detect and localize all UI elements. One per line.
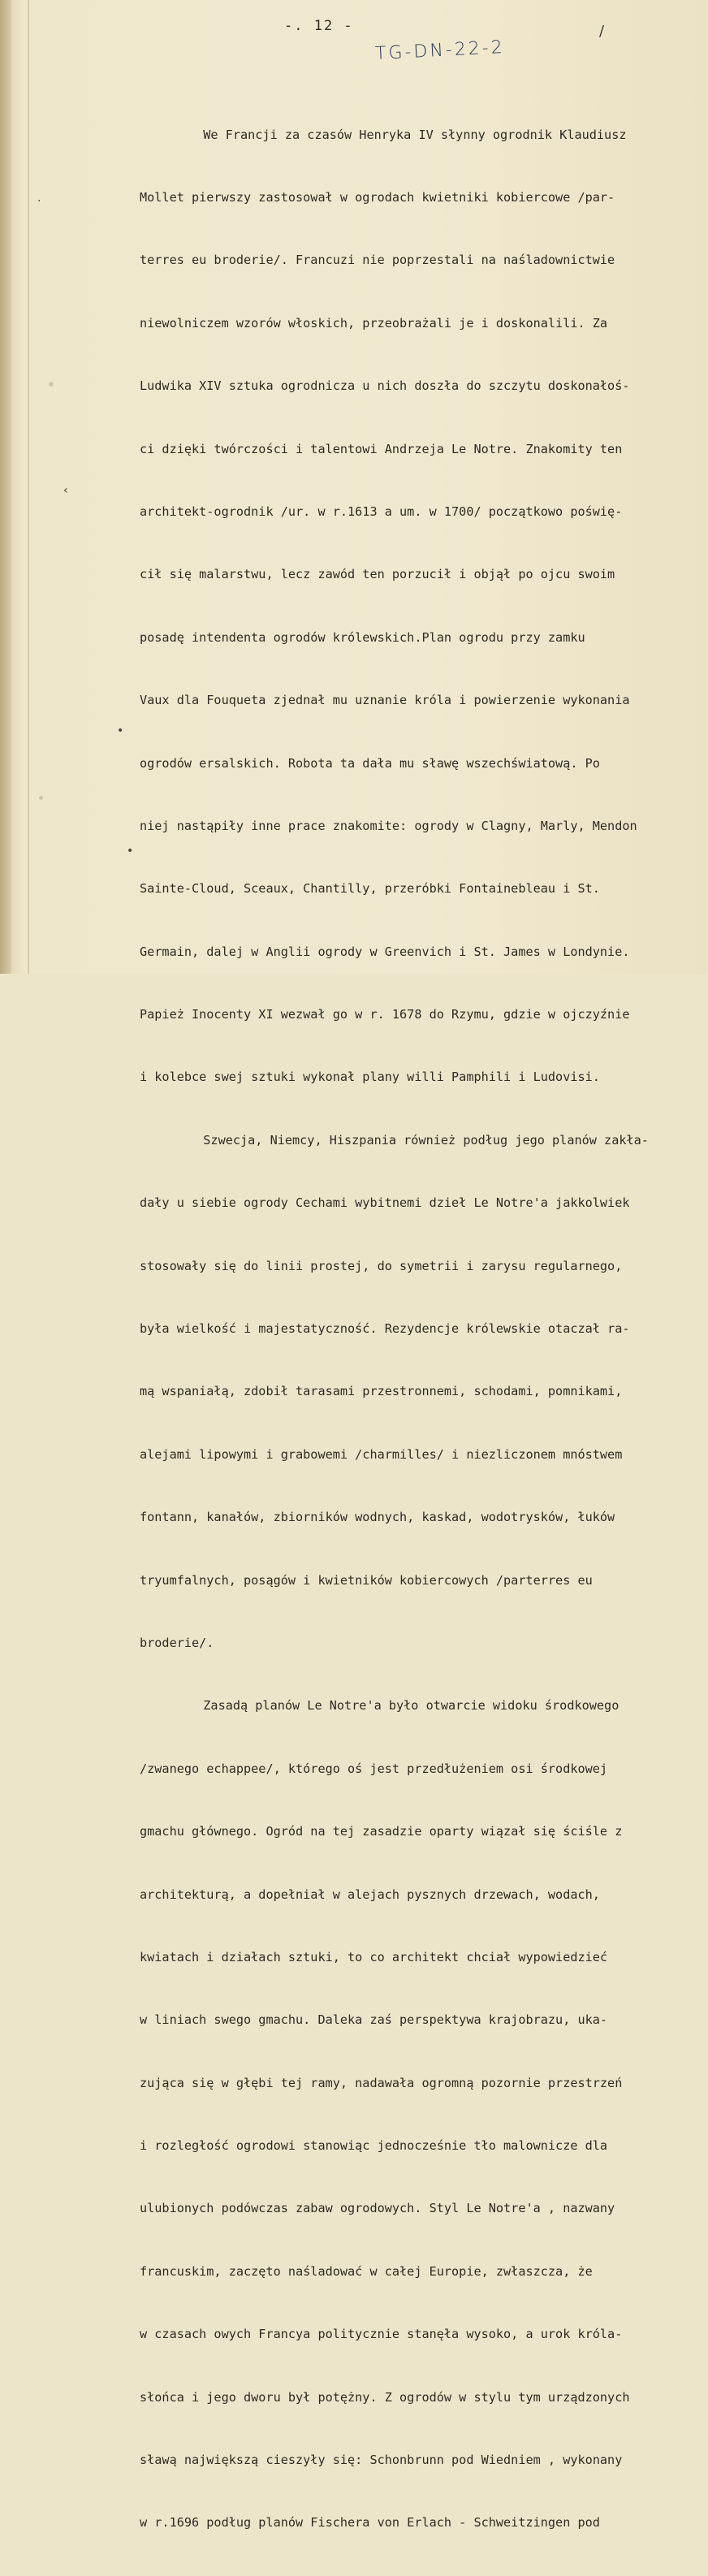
- page-number: -. 12 -: [284, 18, 354, 34]
- text-line: ogrodów ersalskich. Robota ta dała mu sławę wszechświatową. Po: [140, 755, 600, 771]
- text-line: dały u siebie ogrody Cechami wybitnemi dzieł Le Notre'a jakkolwiek: [140, 1195, 630, 1211]
- text-line: We Francji za czasów Henryka IV słynny ogrodnik Klaudiusz: [188, 127, 627, 142]
- text-line: stosowały się do linii prostej, do symetrii i zarysu regularnego,: [140, 1258, 623, 1273]
- text-line: Ludwika XIV sztuka ogrodnicza u nich doszła do szczytu doskonałoś-: [140, 378, 630, 394]
- text-line: tryumfalnych, posągów i kwietników kobiercowych /parterres eu: [140, 1572, 593, 1588]
- text-line: w r.1696 podług planów Fischera von Erlach - Schweitzingen pod: [140, 2515, 600, 2531]
- typed-body-text: [140, 83, 708, 2576]
- text-line: terres eu broderie/. Francuzi nie poprzestali na naśladownictwie: [140, 253, 615, 268]
- margin-arrow-mark: ‹: [63, 484, 68, 497]
- text-line: Papież Inocenty XI wezwał go w r. 1678 do Rzymu, gdzie w ojczyźnie: [140, 1007, 630, 1022]
- margin-dot: ·: [37, 195, 41, 208]
- text-line: i kolebce swej sztuki wykonał plany willi Pamphili i Ludovisi.: [140, 1070, 600, 1085]
- pencil-mark: /: [599, 23, 605, 40]
- text-line: architekturą, a dopełniał w alejach pysznych drzewach, wodach,: [140, 1887, 600, 1902]
- margin-bullet-mark-2: •: [127, 845, 134, 858]
- text-line: /zwanego echappee/, którego oś jest przedłużeniem osi środkowej: [140, 1761, 608, 1776]
- text-line: zująca się w głębi tej ramy, nadawała ogromną pozornie przestrzeń: [140, 2075, 623, 2090]
- page-binding: [0, 0, 11, 974]
- margin-bullet-mark: •: [117, 724, 124, 737]
- text-line: Mollet pierwszy zastosował w ogrodach kwietniki kobiercowe /par-: [140, 189, 615, 205]
- text-line: Szwecja, Niemcy, Hiszpania również podług jego planów zakła-: [188, 1132, 649, 1148]
- text-line: francuskim, zaczęto naśladować w całej Europie, zwłaszcza, że: [140, 2263, 593, 2279]
- text-line: ulubionych podówczas zabaw ogrodowych. Styl Le Notre'a , nazwany: [140, 2201, 615, 2216]
- text-line: Sainte-Cloud, Sceaux, Chantilly, przeróbki Fontainebleau i St.: [140, 881, 600, 897]
- text-line: ci dzięki twórczości i talentowi Andrzeja Le Notre. Znakomity ten: [140, 441, 623, 456]
- text-line: w liniach swego gmachu. Daleka zaś perspektywa krajobrazu, uka-: [140, 2012, 608, 2028]
- text-line: gmachu głównego. Ogród na tej zasadzie oparty wiązał się ściśle z: [140, 1824, 623, 1839]
- text-line: Vaux dla Fouqueta zjednał mu uznanie króla i powierzenie wykonania: [140, 693, 630, 708]
- text-line: sławą największą cieszyły się: Schonbrunn pod Wiedniem , wykonany: [140, 2453, 623, 2468]
- text-line: była wielkość i majestatyczność. Rezydencje królewskie otaczał ra-: [140, 1321, 630, 1337]
- text-line: alejami lipowymi i grabowemi /charmilles/ i niezliczonem mnóstwem: [140, 1446, 623, 1462]
- text-line: kwiatach i działach sztuki, to co architekt chciał wypowiedzieć: [140, 1949, 608, 1964]
- text-line: posadę intendenta ogrodów królewskich.Plan ogrodu przy zamku: [140, 629, 585, 645]
- text-line: i rozległość ogrodowi stanowiąc jednocześnie tło malownicze dla: [140, 2138, 608, 2154]
- paper-stain: [49, 382, 54, 387]
- text-line: cił się malarstwu, lecz zawód ten porzucił i objął po ojcu swoim: [140, 567, 615, 582]
- text-line: mą wspaniałą, zdobił tarasami przestronnemi, schodami, pomnikami,: [140, 1384, 623, 1399]
- text-line: niewolniczem wzorów włoskich, przeobrażali je i doskonalili. Za: [140, 315, 608, 331]
- text-line: fontann, kanałów, zbiorników wodnych, kaskad, wodotrysków, łuków: [140, 1510, 615, 1525]
- text-line: architekt-ogrodnik /ur. w r.1613 a um. w 1700/ początkowo poświę-: [140, 504, 623, 519]
- text-line: niej nastąpiły inne prace znakomite: ogrody w Clagny, Marly, Mendon: [140, 818, 637, 833]
- text-line: broderie/.: [140, 1635, 214, 1650]
- text-line: słońca i jego dworu był potężny. Z ogrodów w stylu tym urządzonych: [140, 2389, 630, 2405]
- text-line: w czasach owych Francya politycznie stanęła wysoko, a urok króla-: [140, 2327, 623, 2342]
- text-line: Germain, dalej w Anglii ogrody w Greenvich i St. James w Londynie.: [140, 944, 630, 959]
- handwritten-reference: TG-DN-22-2: [374, 37, 506, 65]
- text-line: Zasadą planów Le Notre'a było otwarcie widoku środkowego: [188, 1698, 620, 1714]
- paper-stain-2: [39, 796, 43, 800]
- page-fold: [28, 0, 29, 974]
